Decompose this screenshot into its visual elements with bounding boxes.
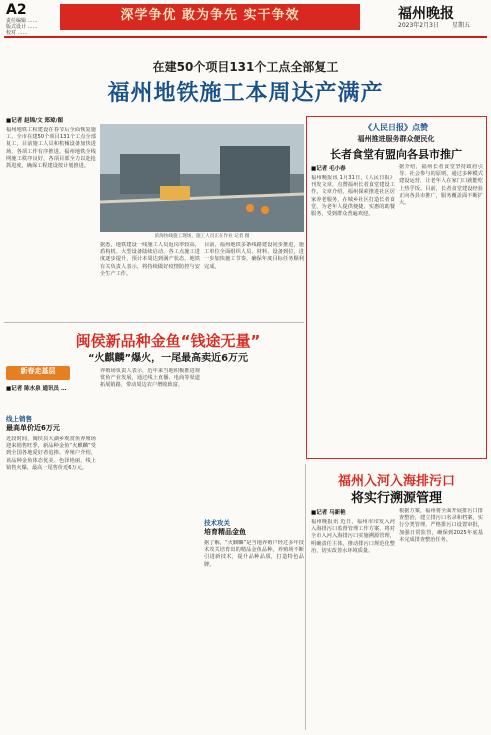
editor-line: 责任编辑 …… [6, 18, 38, 24]
feature-byline: ■记者 毛小春 [311, 166, 346, 172]
goldfish-body-3: 据了解，“火麒麟”是当地养殖户经过多年技术攻关培育出的精品金鱼品种。养殖场不断引进新技术，提升品种品质，打造特色品牌。 [204, 540, 304, 568]
goldfish-subhead: 线上销售 [6, 415, 32, 423]
lead-byline: ■记者 赵锦/文 郑琼/图 [6, 118, 64, 124]
outlet-body-2: 根据方案，福州将全面开展排污口排查整治，建立排污口名录和档案，实行分类管理，严格排污口设置审批，加强日常监管，确保到2025年底基本完成排查整治任务。 [399, 508, 483, 543]
lead-body-2: 据悉，地铁建设一线施工人员返岗率较高，盾构机、大型设备陆续启动，各工点施工进度逐步提升，预计本周达到满产状态。地铁有关负责人表示，将持续做好疫情防控与安全生产工作。 [100, 242, 200, 277]
feature-body-2: 据介绍，福州长者食堂坚持政府引导、社会参与的原则，通过多种模式建设运营，让老年人在家门口就能吃上热乎饭。目前，长者食堂建设经验正向各县市推广，服务覆盖面不断扩大。 [399, 164, 483, 207]
editor-line: 版式设计 …… [6, 24, 38, 30]
photo-caption: 滨海快线施工现场，施工人员正在作业 记者 摄 [154, 234, 250, 239]
lead-subtitle: 在建50个项目131个工点全部复工 [152, 60, 339, 74]
lead-photo [100, 124, 304, 232]
outlet-column-1 [311, 508, 395, 729]
goldfish-headline: 闽侯新品种金鱼“钱途无量” [75, 332, 261, 350]
feature-kicker: 《人民日报》点赞 [364, 123, 428, 132]
issue-date: 2023年2月3日 [398, 22, 439, 29]
goldfish-subtitle: “火麒麟”爆火，一尾最高卖近6万元 [87, 353, 249, 364]
outlet-byline: ■记者 马新艳 [311, 510, 346, 516]
goldfish-column-3 [204, 368, 304, 730]
feature-body-1: 福州晚报讯 1月31日，《人民日报》刊发文章，点赞福州长者食堂建设工作。文章介绍，福州探索推进社区居家养老服务，在城乡社区打造长者食堂，为老年人提供便捷、实惠的助餐服务，受到群众普遍欢迎。 [311, 175, 395, 218]
paper-logo: 福州晚报 [398, 6, 454, 22]
goldfish-subhead: 技术攻关 [204, 519, 230, 527]
lead-column-2 [100, 242, 200, 312]
goldfish-subhead: 培育精品金鱼 [204, 528, 246, 536]
issue-weekday: 星期五 [452, 22, 471, 29]
lead-column-1 [6, 116, 96, 323]
slogan-banner [60, 4, 360, 30]
outlet-body-1: 福州晚报讯 近日，福州市印发入河入海排污口监督管理工作方案，将对全市入河入海排污口实施溯源管理，明确责任主体，推动排污口规范化整治，切实改善水环境质量。 [311, 519, 395, 554]
lead-headline: 福州地铁施工本周达产满产 [107, 81, 384, 106]
page-header [0, 0, 491, 36]
outlet-subtitle: 将实行溯源管理 [350, 491, 442, 506]
editor-credits [6, 18, 38, 36]
lead-body-3: 目前，福州地铁多条线路建设同步推进，施工单位全面组织人员、材料、设备到位，进一步加快施工节奏，确保年度目标任务顺利完成。 [204, 242, 304, 270]
section-divider [4, 322, 304, 323]
goldfish-body-1: 近段时间，闽侯县大湖乡观赏鱼养殖场迎来销售旺季，新品种金鱼“火麒麟”受到全国各地爱好者追捧。养殖户介绍，该品种金鱼体态优美、色泽艳丽，线上销售火爆，最高一尾售价近6万元。 [6, 436, 96, 471]
feature-column-1 [311, 164, 395, 455]
editor-line: 校对 …… [6, 30, 28, 36]
lead-column-3 [204, 242, 304, 312]
outlet-column-2 [399, 508, 483, 728]
outlet-headline: 福州入河入海排污口 [337, 474, 455, 489]
column-flag-label: 新春走基层 [20, 367, 56, 375]
lead-body-1: 福州地铁工程建设在春节后全面恢复施工，全市在建50个项目131个工点全部复工，目前施工人员和机械设备加快进场，各项工作有序推进。福州地铁全线网施工秩序良好，各项目部全力以赴抢抓进度，确保工程建设按计划推进。 [6, 127, 96, 170]
slogan-text: 深学争优 敢为争先 实干争效 [120, 8, 300, 23]
construction-photo-illustration [100, 124, 304, 232]
header-rule [4, 36, 487, 38]
goldfish-byline: ■记者 陈水泉 通讯员 … [6, 386, 67, 392]
goldfish-column-1 [6, 384, 96, 732]
feature-headline: 长者食堂有盟向各县市推广 [330, 148, 462, 161]
page-number: A2 [6, 2, 27, 18]
feature-subtitle: 福州推进服务群众便民化 [357, 135, 435, 143]
goldfish-subhead: 最高单价近6万元 [6, 424, 60, 432]
feature-column-2 [399, 164, 483, 452]
goldfish-column-2 [100, 368, 200, 728]
goldfish-body-2: 养殖场负责人表示，近年来当地积极推进观赏鱼产业发展，通过线上直播、电商等渠道拓展销路，带动周边农户增收致富。 [100, 368, 200, 389]
